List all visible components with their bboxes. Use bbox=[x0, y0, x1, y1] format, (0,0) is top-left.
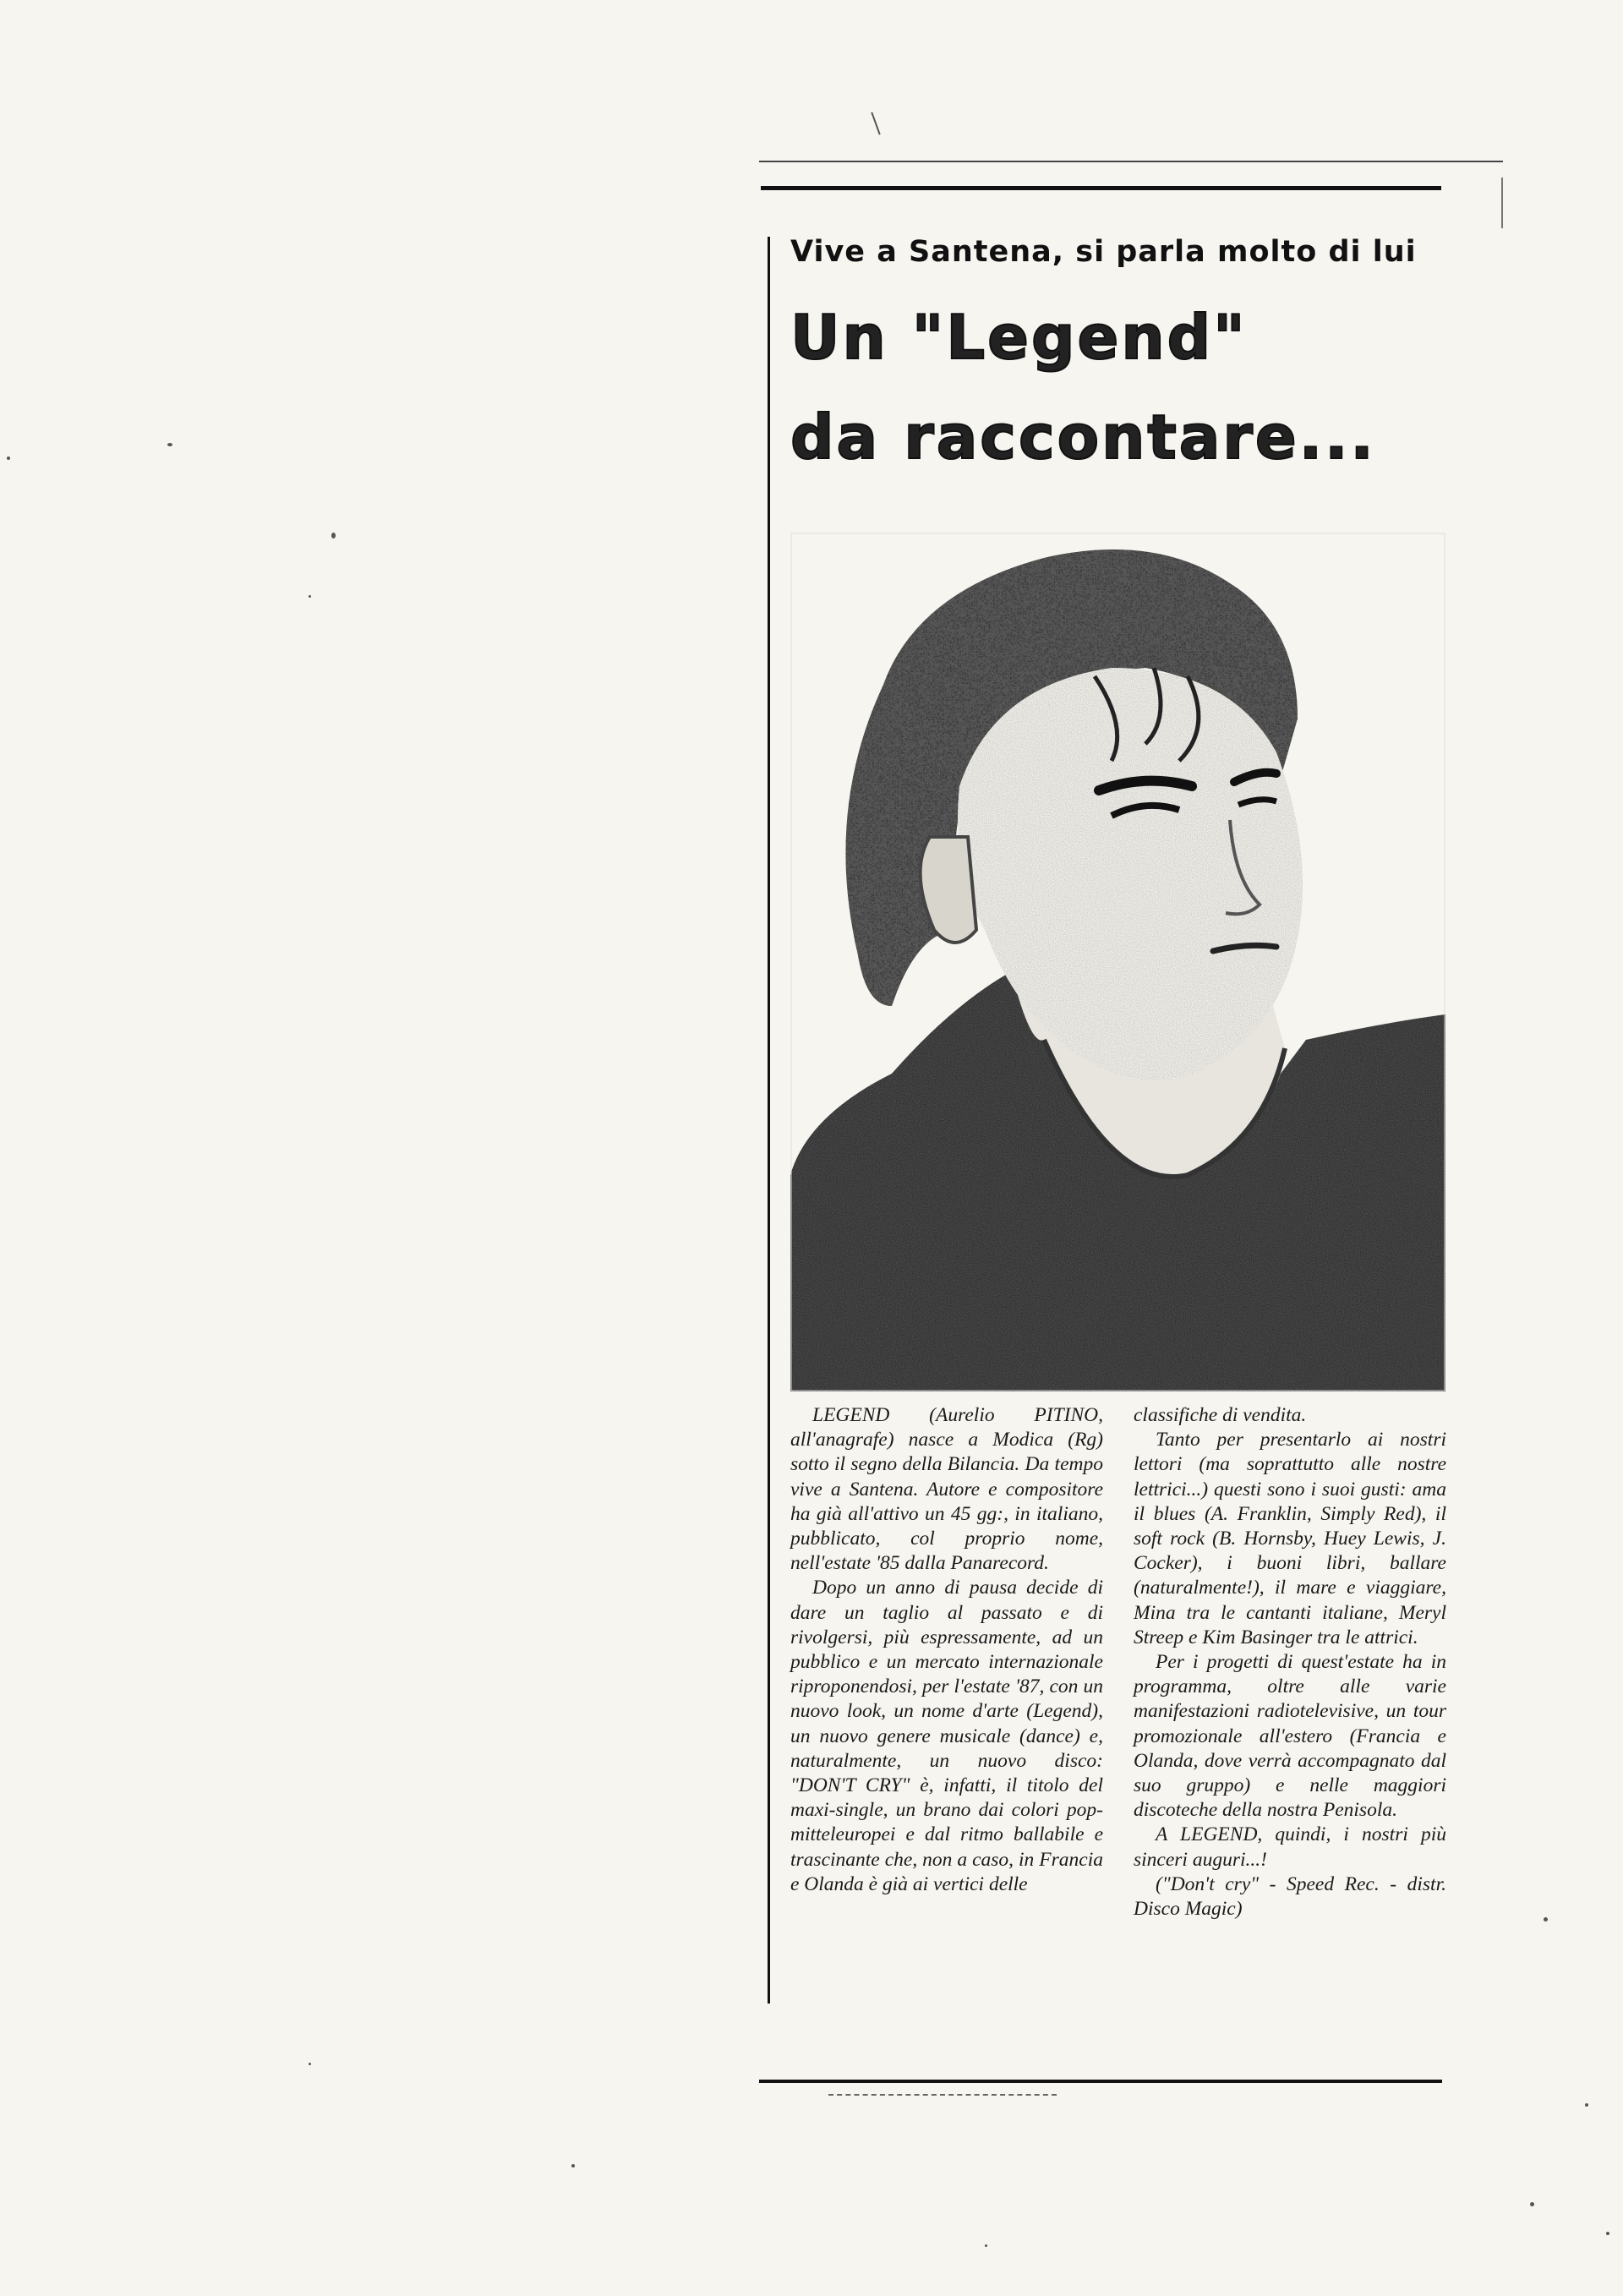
paragraph: ("Don't cry" - Speed Rec. - distr. Disco Magic) bbox=[1134, 1872, 1446, 1921]
paper-speck bbox=[7, 456, 10, 460]
article-body bbox=[790, 1403, 1446, 1922]
article-column-1 bbox=[790, 1403, 1103, 1922]
paper-speck bbox=[871, 112, 880, 135]
paper-speck bbox=[331, 533, 336, 538]
paper-speck bbox=[1530, 2202, 1534, 2206]
paper-speck bbox=[1606, 2232, 1609, 2235]
top-thin-rule bbox=[759, 161, 1503, 162]
paper-speck bbox=[309, 2063, 311, 2065]
paper-speck bbox=[1585, 2103, 1588, 2107]
article-headline bbox=[790, 287, 1484, 487]
headline-line-2: da raccontare... bbox=[790, 402, 1376, 473]
headline-line-1: Un "Legend" bbox=[790, 302, 1248, 373]
bottom-dashed-rule bbox=[828, 2094, 1057, 2097]
portrait-photo-drawing bbox=[790, 533, 1445, 1391]
paper-speck bbox=[571, 2164, 575, 2168]
paper-speck bbox=[985, 2244, 987, 2247]
top-rule bbox=[761, 186, 1441, 190]
bottom-rule bbox=[759, 2080, 1442, 2083]
right-edge-mark bbox=[1501, 178, 1503, 228]
paragraph-continued: classifiche di vendita. bbox=[1134, 1404, 1307, 1426]
article-column-2 bbox=[1134, 1403, 1446, 1922]
paragraph: Tanto per presentarlo ai nostri lettori (ma soprattutto alle nostre lettrici...) questi sono i suoi gusti: ama il blues (A. Franklin, Simply Red), il soft rock (B. Hornsby, Huey Lewis, J. Cocker), i buoni libri, ballare (naturalmente!), il mare e viaggiare, Mina tra le cantanti italiane, Meryl Streep e Kim Basinger tra le attrici. bbox=[1134, 1429, 1446, 1648]
left-column-rule bbox=[768, 237, 770, 2004]
paper-speck bbox=[167, 443, 172, 446]
paragraph: Dopo un anno di pausa decide di dare un taglio al passato e di rivolgersi, più espressamente, ad un pubblico e un mercato internazionale riproponendosi, per l'estate '87, con un nuovo look, un nome d'arte (Legend), un nuovo genere musicale (dance) e, naturalmente, un nuovo disco: "DON'T CRY" è, infatti, il titolo del maxi-single, un brano dai colori pop-mitteleuropei e dal ritmo ballabile e trascinante che, non a caso, in Francia e Olanda è già ai vertici delle bbox=[790, 1577, 1103, 1895]
paper-speck bbox=[1544, 1917, 1548, 1922]
paper-speck bbox=[309, 595, 311, 598]
paragraph: A LEGEND, quindi, i nostri più sinceri auguri...! bbox=[1134, 1823, 1446, 1871]
paragraph: Per i progetti di quest'estate ha in programma, oltre alle varie manifestazioni radiotelevisive, un tour promozionale all'estero (Francia e Olanda, dove verrà accompagnato dal suo gruppo) e nelle maggiori discoteche della nostra Penisola. bbox=[1134, 1651, 1446, 1822]
paragraph: LEGEND (Aurelio PITINO, all'anagrafe) nasce a Modica (Rg) sotto il segno della Bilancia. Da tempo vive a Santena. Autore e compositore ha già all'attivo un 45 gg:, in italiano, pubblicato, col proprio nome, nell'estate '85 dalla Panarecord. bbox=[790, 1404, 1103, 1575]
portrait-photo bbox=[790, 533, 1445, 1391]
article-kicker: Vive a Santena, si parla molto di lui bbox=[790, 235, 1417, 269]
newspaper-clipping bbox=[752, 161, 1505, 2088]
